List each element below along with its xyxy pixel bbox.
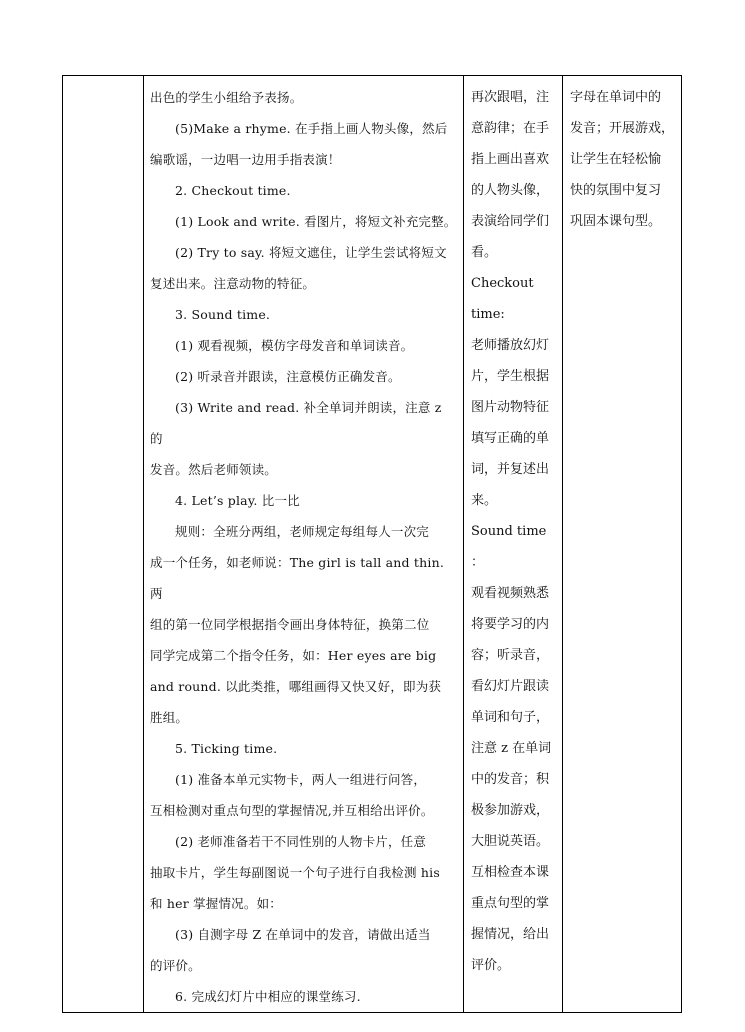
process-line: 2. Checkout time. — [175, 183, 291, 198]
process-line: 同学完成第二个指令任务，如：Her eyes are big — [150, 648, 437, 663]
design-purpose-line: 巩固本课句型。 — [570, 214, 662, 229]
process-line: 规则：全班分两组，老师规定每组每人一次完 — [175, 524, 430, 539]
student-activity-line: 看。 — [471, 245, 498, 260]
teaching-process-cell — [144, 76, 464, 1013]
process-line: and round. 以此类推，哪组画得又快又好，即为获 — [150, 679, 442, 694]
student-activity-line: 词，并复述出 — [471, 462, 550, 477]
student-activity-cell — [464, 76, 563, 1013]
process-line: (2) Try to say. 将短文遮住，让学生尝试将短文 — [175, 245, 447, 260]
student-activity-line: 互相检查本课 — [471, 865, 550, 880]
student-activity-line: 大胆说英语。 — [471, 834, 550, 849]
design-purpose-line: 字母在单词中的 — [570, 90, 662, 105]
process-line: 4. Let’s play. 比一比 — [175, 493, 300, 508]
process-line: 3. Sound time. — [175, 307, 271, 322]
student-activity-line: 片，学生根据 — [471, 369, 550, 384]
student-activity-line: 意韵律；在手 — [471, 121, 550, 136]
process-line: (1) 准备本单元实物卡，两人一组进行问答， — [175, 772, 427, 787]
student-activity-line: 观看视频熟悉 — [471, 586, 550, 601]
process-line: (5)Make a rhyme. 在手指上画人物头像，然后 — [175, 121, 448, 136]
student-activity-line: Sound time ： — [471, 524, 547, 570]
process-line: (2) 听录音并跟读，注意模仿正确发音。 — [175, 369, 401, 384]
process-line: 复述出来。注意动物的特征。 — [150, 276, 316, 291]
process-line: 编歌谣，一边唱一边用手指表演！ — [150, 152, 341, 167]
process-line: 发音。然后老师领读。 — [150, 462, 278, 477]
student-activity-line: 中的发音；积 — [471, 772, 550, 787]
table-row — [63, 76, 682, 1013]
teaching-process-text — [144, 76, 463, 1012]
process-line: 抽取卡片，学生每副图说一个句子进行自我检测 his — [150, 865, 440, 880]
process-line: (3) Write and read. 补全单词并朗读，注意 z 的 — [150, 400, 442, 446]
design-purpose-line: 发音；开展游戏， — [570, 121, 675, 136]
student-activity-line: 指上画出喜欢 — [471, 152, 550, 167]
student-activity-line: 评价。 — [471, 958, 511, 973]
student-activity-line: 老师播放幻灯 — [471, 338, 550, 353]
student-activity-line: 重点句型的掌 — [471, 896, 550, 911]
student-activity-line: 将要学习的内 — [471, 617, 550, 632]
student-activity-line: Checkout time: — [471, 276, 534, 322]
process-line: (1) 观看视频，模仿字母发音和单词读音。 — [175, 338, 414, 353]
student-activity-line: 的人物头像， — [471, 183, 550, 198]
process-line: 互相检测对重点句型的掌握情况,并互相给出评价。 — [150, 803, 434, 818]
process-line: 出色的学生小组给予表扬。 — [150, 90, 303, 105]
student-activity-text — [464, 76, 562, 981]
design-purpose-line: 让学生在轻松愉 — [570, 152, 662, 167]
student-activity-line: 单词和句子， — [471, 710, 550, 725]
process-line: 6. 完成幻灯片中相应的课堂练习. — [175, 989, 361, 1004]
lesson-plan-table — [62, 75, 682, 1013]
student-activity-line: 注意 z 在单词 — [471, 741, 552, 756]
process-line: 组的第一位同学根据指令画出身体特征，换第二位 — [150, 617, 430, 632]
student-activity-line: 填写正确的单 — [471, 431, 550, 446]
student-activity-line: 图片动物特征 — [471, 400, 550, 415]
process-line: (1) Look and write. 看图片，将短文补充完整。 — [175, 214, 457, 229]
stage-cell — [63, 76, 144, 1013]
student-activity-line: 容；听录音， — [471, 648, 550, 663]
design-purpose-text — [563, 76, 681, 237]
student-activity-line: 握情况，给出 — [471, 927, 550, 942]
design-purpose-cell — [563, 76, 682, 1013]
student-activity-line: 看幻灯片跟读 — [471, 679, 550, 694]
process-line: 和 her 掌握情况。如： — [150, 896, 282, 911]
student-activity-line: 来。 — [471, 493, 498, 508]
process-line: (3) 自测字母 Z 在单词中的发音，请做出适当 — [175, 927, 431, 942]
process-line: 的评价。 — [150, 958, 201, 973]
process-line: (2) 老师准备若干不同性别的人物卡片，任意 — [175, 834, 427, 849]
student-activity-line: 再次跟唱，注 — [471, 90, 550, 105]
process-line: 成一个任务，如老师说：The girl is tall and thin. 两 — [150, 555, 445, 601]
design-purpose-line: 快的氛围中复习 — [570, 183, 662, 198]
student-activity-line: 极参加游戏， — [471, 803, 550, 818]
student-activity-line: 表演给同学们 — [471, 214, 550, 229]
process-line: 5. Ticking time. — [175, 741, 278, 756]
process-line: 胜组。 — [150, 710, 189, 725]
